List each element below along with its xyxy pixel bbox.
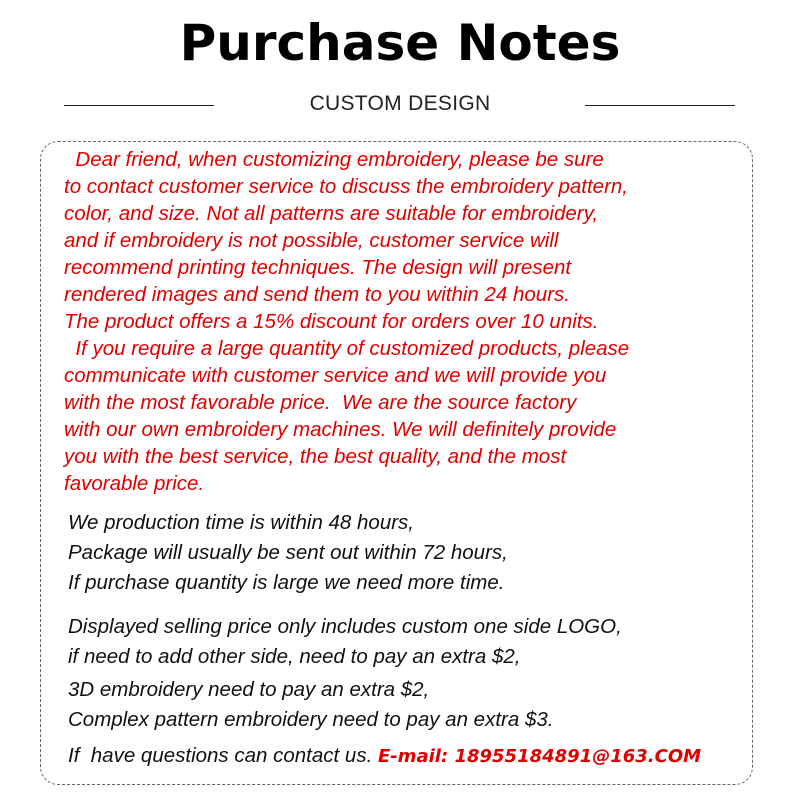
extra-charge-line: Complex pattern embroidery need to pay an extra $3. [68,708,554,731]
red-notes-block [64,146,754,497]
page-title: Purchase Notes [179,14,621,72]
red-note-line: communicate with customer service and we will provide you [64,364,607,387]
right-divider [585,105,735,106]
red-note-line: recommend printing techniques. The design will present [64,256,572,279]
pricing-notes [68,612,758,672]
email-label: E-mail: [377,746,449,767]
red-note-line: color, and size. Not all patterns are suitable for embroidery, [64,202,599,225]
red-note-line: favorable price. [64,472,205,495]
extra-charge-notes [68,675,758,735]
red-note-line: with our own embroidery machines. We will definitely provide [64,418,617,441]
extra-charge-line: 3D embroidery need to pay an extra $2, [68,678,430,701]
section-subtitle: CUSTOM DESIGN [309,92,491,115]
contact-text: If have questions can contact us. [68,744,378,767]
production-note-line: If purchase quantity is large we need more time. [68,571,505,594]
production-note-line: We production time is within 48 hours, [68,511,415,534]
subtitle-row [0,90,800,120]
production-notes [68,508,758,598]
red-note-line: to contact customer service to discuss the embroidery pattern, [64,175,629,198]
pricing-note-line: if need to add other side, need to pay an extra $2, [68,645,521,668]
email-address: 18955184891@163.COM [448,746,702,767]
red-note-line: Dear friend, when customizing embroidery, please be sure [64,148,604,171]
production-note-line: Package will usually be sent out within 72 hours, [68,541,508,564]
pricing-note-line: Displayed selling price only includes custom one side LOGO, [68,615,622,638]
red-note-line: with the most favorable price. We are the source factory [64,391,577,414]
red-note-line: you with the best service, the best quality, and the most [64,445,567,468]
red-note-line: rendered images and send them to you within 24 hours. [64,283,570,306]
red-note-line: If you require a large quantity of customized products, please [64,337,630,360]
red-note-line: and if embroidery is not possible, customer service will [64,229,559,252]
red-note-line: The product offers a 15% discount for orders over 10 units. [64,310,599,333]
contact-line [68,741,758,772]
contact-row [68,741,758,772]
